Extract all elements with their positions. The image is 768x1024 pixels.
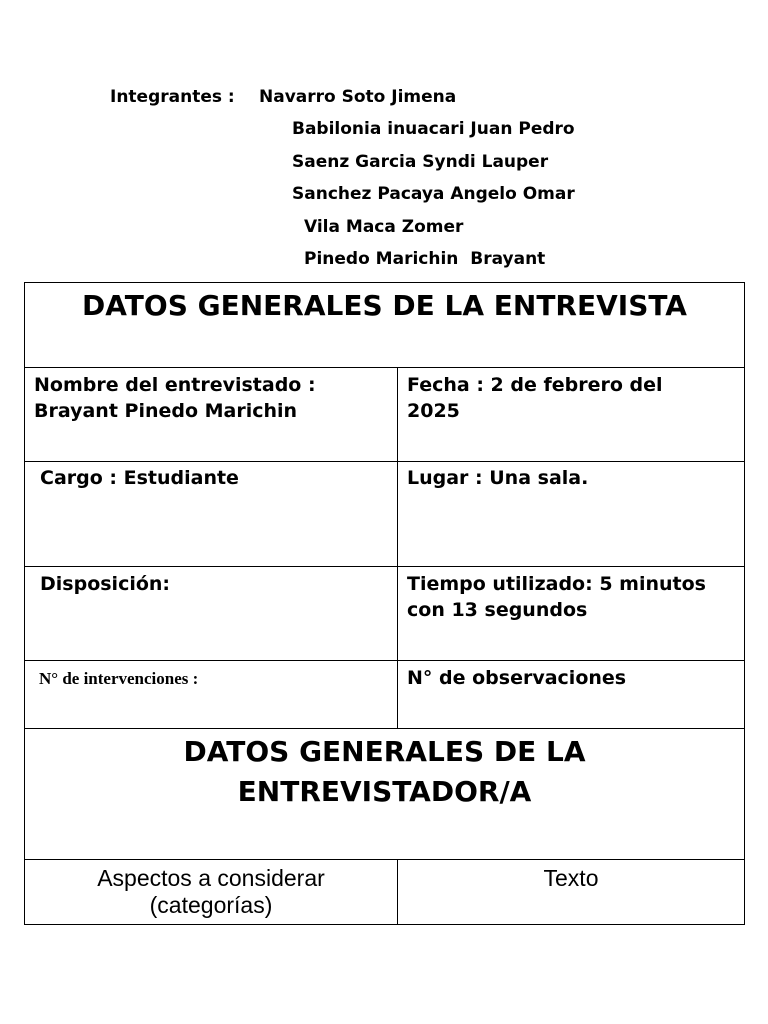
member-name: Pinedo Marichin Brayant [304, 249, 546, 269]
form-title-row [25, 283, 745, 368]
interview-form-table [24, 282, 745, 925]
date-field [398, 368, 744, 424]
member-name: Babilonia inuacari Juan Pedro [292, 119, 575, 139]
time-line-2: con 13 segundos [407, 599, 588, 621]
disposition-field: Disposición: [40, 573, 171, 595]
member-name: Navarro Soto Jimena [259, 87, 457, 107]
columns-header-row [25, 860, 745, 925]
observations-cell [398, 661, 745, 729]
role-field: Cargo : Estudiante [40, 467, 239, 489]
form-row [25, 462, 745, 567]
disposition-cell [25, 567, 398, 661]
interventions-field: N° de intervenciones : [39, 669, 199, 688]
observations-field: N° de observaciones [407, 667, 627, 689]
members-label: Integrantes : [110, 87, 235, 107]
interviewee-field [25, 368, 397, 424]
member-name: Vila Maca Zomer [304, 217, 464, 237]
interviewer-title-line-1: DATOS GENERALES DE LA [183, 735, 586, 768]
time-field [398, 567, 744, 623]
text-header-cell [398, 860, 745, 925]
aspects-header-line-1: Aspectos a considerar [97, 865, 325, 891]
member-name: Sanchez Pacaya Angelo Omar [292, 184, 575, 204]
form-row [25, 567, 745, 661]
aspects-header-cell [25, 860, 398, 925]
date-line-1: Fecha : 2 de febrero del [407, 374, 663, 396]
place-field: Lugar : Una sala. [407, 467, 589, 489]
text-header: Texto [543, 865, 599, 891]
interviewer-title [25, 729, 744, 812]
member-name: Saenz Garcia Syndi Lauper [292, 152, 549, 172]
role-cell [25, 462, 398, 567]
interventions-cell [25, 661, 398, 729]
interviewer-title-row [25, 729, 745, 860]
interviewee-value: Brayant Pinedo Marichin [34, 400, 298, 422]
form-row [25, 368, 745, 462]
aspects-header-line-2: (categorías) [149, 892, 273, 918]
form-title: DATOS GENERALES DE LA ENTREVISTA [82, 289, 687, 322]
time-cell [398, 567, 745, 661]
interviewer-title-line-2: ENTREVISTADOR/A [237, 775, 532, 808]
date-cell [398, 368, 745, 462]
aspects-header [25, 860, 397, 919]
place-cell [398, 462, 745, 567]
members-list [0, 0, 768, 280]
form-row [25, 661, 745, 729]
form-title-cell [25, 283, 745, 368]
interviewee-cell [25, 368, 398, 462]
time-line-1: Tiempo utilizado: 5 minutos [407, 573, 706, 595]
interviewer-title-cell [25, 729, 745, 860]
date-line-2: 2025 [407, 400, 460, 422]
interviewee-label: Nombre del entrevistado : [34, 374, 316, 396]
